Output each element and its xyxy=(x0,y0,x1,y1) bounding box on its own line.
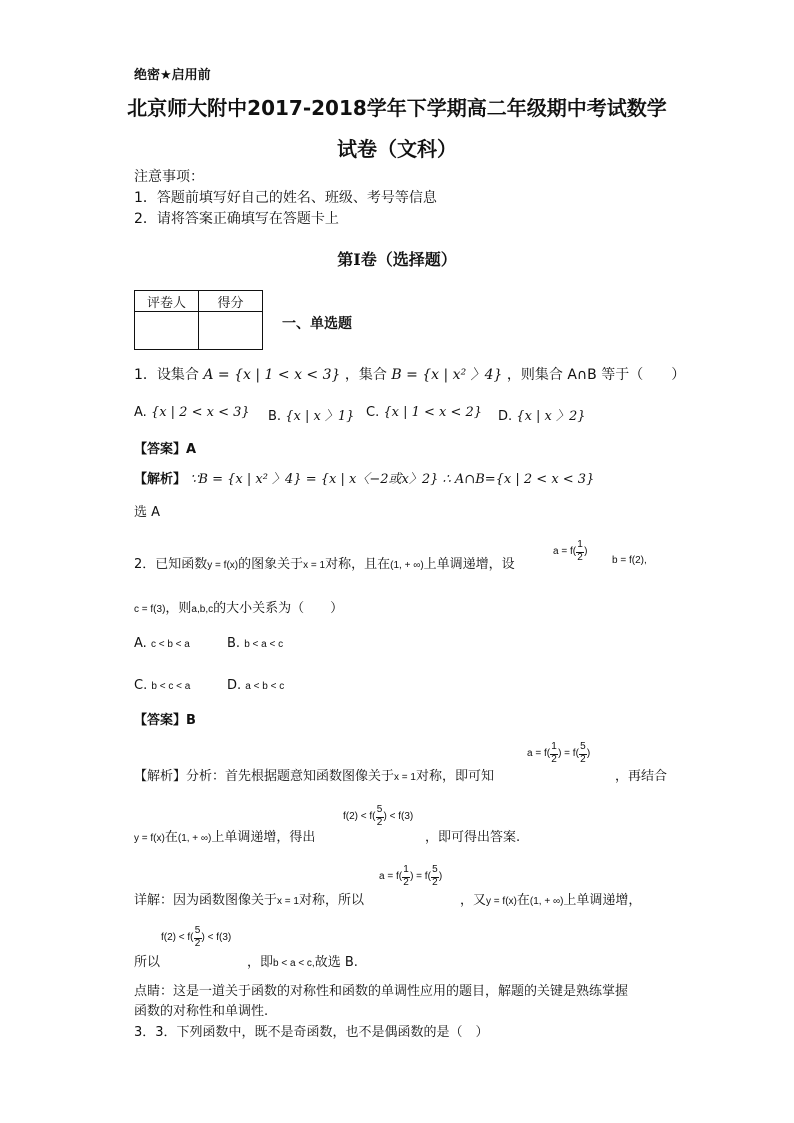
option-label: D. xyxy=(227,678,242,693)
score-table-cell xyxy=(199,312,263,350)
q2-math: y = f(x) xyxy=(486,896,517,907)
option-text: b < c < a xyxy=(151,681,191,692)
q2-math: (1, + ∞) xyxy=(177,833,212,844)
secret-label: 绝密★启用前 xyxy=(134,68,211,83)
math-text: ) < f(3) xyxy=(383,811,414,823)
q2-text: 在 xyxy=(516,893,530,908)
q1-choose: 选 A xyxy=(134,505,161,520)
q2-math: x = 1 xyxy=(394,772,416,783)
q2-detail-end xyxy=(247,951,358,970)
question-1-stem xyxy=(134,364,685,384)
q2-math: c = f(3) xyxy=(134,604,166,615)
section-title: 一、单选题 xyxy=(282,316,352,332)
option-label: B. xyxy=(227,636,241,651)
math-text: f(2) < f( xyxy=(161,932,194,944)
q1-mid: ，集合 xyxy=(344,367,387,383)
q2-text: 详解：因为函数图像关于 xyxy=(134,893,278,908)
fraction-numerator: 5 xyxy=(580,741,586,752)
math-text: ) = f( xyxy=(558,748,579,760)
q2-math: y = f(x) xyxy=(207,560,239,571)
fraction-denominator: 2 xyxy=(403,876,409,888)
option-text: {x | x 〉1} xyxy=(285,409,355,424)
option-text: {x | 2 < x < 3} xyxy=(150,405,250,420)
math-text: a = f( xyxy=(527,748,551,760)
question-2-stem xyxy=(134,553,515,572)
page-title: 北京师大附中2017-2018学年下学期高二年级期中考试数学 xyxy=(127,96,667,120)
math-text: a = f( xyxy=(379,871,403,883)
q2-text: 【解析】分析：首先根据题意知函数图像关于 xyxy=(134,769,395,784)
q2-option-b xyxy=(227,636,283,651)
q2-a-def xyxy=(553,540,587,563)
note-item: 1．答题前填写好自己的姓名、班级、考号等信息 xyxy=(134,190,437,206)
q2-answer: 【答案】B xyxy=(134,713,196,728)
q2-text: 的图象关于 xyxy=(238,557,304,572)
q2-text: 上单调递增，得出 xyxy=(211,830,316,845)
q2-detail-line1 xyxy=(134,889,364,908)
analysis-text: ∵B = {x | x² 〉4} = {x | x〈−2或x〉2} ∴ A∩B={x | 2 < x < 3} xyxy=(190,472,595,487)
fraction xyxy=(194,926,202,949)
option-label: C. xyxy=(366,405,380,420)
q1-end: ，则集合 A∩B 等于（ ） xyxy=(506,367,686,383)
fraction-numerator: 5 xyxy=(376,804,383,815)
option-text: c < b < a xyxy=(150,639,190,650)
q2-ineq xyxy=(343,805,413,828)
q2-option-c xyxy=(134,678,190,693)
q2-text: ，即 xyxy=(247,955,274,970)
math-text: ) xyxy=(586,748,591,760)
q1-option-a xyxy=(134,405,250,420)
score-table-header-grader: 评卷人 xyxy=(135,291,199,312)
q2-text: 在 xyxy=(164,830,178,845)
score-table-cell xyxy=(135,312,199,350)
option-text: a < b < c xyxy=(245,681,285,692)
q2-text: 对称，所以 xyxy=(298,893,364,908)
q1-answer: 【答案】A xyxy=(134,442,197,457)
q2-so-label: 所以 xyxy=(134,955,161,970)
q2-text: 对称，即可知 xyxy=(415,769,494,784)
q2-math: x = 1 xyxy=(277,896,299,907)
question-3-stem: 3．3．下列函数中，既不是奇函数，也不是偶函数的是（ ） xyxy=(134,1025,489,1040)
q2-stem-line2 xyxy=(134,597,343,616)
q2-text: 上单调递增， xyxy=(563,893,642,908)
option-text: {x | x 〉2} xyxy=(516,409,586,424)
q2-math: (1, + ∞) xyxy=(529,896,564,907)
q2-detail-ineq xyxy=(161,926,231,949)
q2-option-a xyxy=(134,636,190,651)
q2-detail-eq xyxy=(379,865,442,888)
q1-set-b: B = {x | x² 〉4} xyxy=(391,367,503,383)
q1-option-d xyxy=(498,405,586,424)
option-label: B. xyxy=(268,409,282,424)
q2-text: ，又 xyxy=(460,893,487,908)
fraction xyxy=(376,805,384,828)
q2-analysis-line2 xyxy=(134,826,315,845)
q1-option-c xyxy=(366,405,482,420)
q2-analysis-cont: ，再结合 xyxy=(615,769,668,784)
option-label: D. xyxy=(498,409,513,424)
q1-prefix: 1．设集合 xyxy=(134,367,199,383)
score-table xyxy=(134,290,263,350)
q1-option-b xyxy=(268,405,354,424)
q2-analysis-line1 xyxy=(134,765,494,784)
volume-title: 第I卷（选择题） xyxy=(337,250,457,269)
fraction xyxy=(579,742,587,765)
q2-comment-line1: 点睛：这是一道关于函数的对称性和函数的单调性应用的题目，解题的关键是熟练掌握 xyxy=(134,984,629,999)
q2-analysis-end: ，即可得出答案. xyxy=(425,830,521,845)
q2-math: a,b,c xyxy=(191,604,214,615)
q1-analysis xyxy=(134,468,594,487)
fraction-denominator: 2 xyxy=(432,876,438,888)
q2-comment-line2: 函数的对称性和单调性. xyxy=(134,1004,269,1019)
q2-text: 2．已知函数 xyxy=(134,557,208,572)
q2-text: 的大小关系为（ ） xyxy=(213,601,344,616)
fraction-denominator: 2 xyxy=(577,551,583,563)
q2-math: x = 1 xyxy=(303,560,326,571)
page-subtitle: 试卷（文科） xyxy=(337,137,457,161)
fraction-denominator: 2 xyxy=(580,753,586,765)
fraction xyxy=(550,742,558,765)
math-text: ) < f(3) xyxy=(201,932,232,944)
score-table-header-score: 得分 xyxy=(199,291,263,312)
q2-detail-cont xyxy=(460,889,641,908)
fraction xyxy=(576,540,584,563)
math-text: f(2) < f( xyxy=(343,811,376,823)
fraction-numerator: 1 xyxy=(577,539,583,550)
q2-option-d xyxy=(227,678,284,693)
q1-set-a: A = {x | 1 < x < 3} xyxy=(203,367,341,383)
math-text: ) = f( xyxy=(410,871,431,883)
q2-math: b < a < c, xyxy=(273,958,315,969)
fraction-denominator: 2 xyxy=(194,937,201,949)
option-label: A. xyxy=(134,405,147,420)
fraction-denominator: 2 xyxy=(376,816,383,828)
option-text: b < a < c xyxy=(244,639,284,650)
math-text: ) xyxy=(438,871,443,883)
math-text: a = f( xyxy=(553,546,577,558)
fraction-numerator: 5 xyxy=(432,864,438,875)
fraction-denominator: 2 xyxy=(551,753,557,765)
q2-b-def: b = f(2), xyxy=(612,555,647,566)
fraction-numerator: 1 xyxy=(403,864,409,875)
q2-text: 对称，且在 xyxy=(325,557,391,572)
option-label: C. xyxy=(134,678,148,693)
q2-eq-a-half-five xyxy=(527,742,590,765)
notes-heading: 注意事项： xyxy=(134,169,204,185)
fraction-numerator: 1 xyxy=(551,741,557,752)
note-item: 2．请将答案正确填写在答题卡上 xyxy=(134,211,339,227)
fraction-numerator: 5 xyxy=(194,925,201,936)
option-text: {x | 1 < x < 2} xyxy=(383,405,483,420)
q2-text: 上单调递增，设 xyxy=(423,557,515,572)
q2-math: (1, + ∞) xyxy=(390,560,424,571)
fraction xyxy=(431,865,439,888)
q2-text: 故选 B. xyxy=(314,955,358,970)
q2-text: ，则 xyxy=(165,601,192,616)
analysis-label: 【解析】 xyxy=(134,472,187,487)
math-text: ) xyxy=(584,546,588,558)
q2-math: y = f(x) xyxy=(134,833,165,844)
fraction xyxy=(402,865,410,888)
option-label: A. xyxy=(134,636,147,651)
